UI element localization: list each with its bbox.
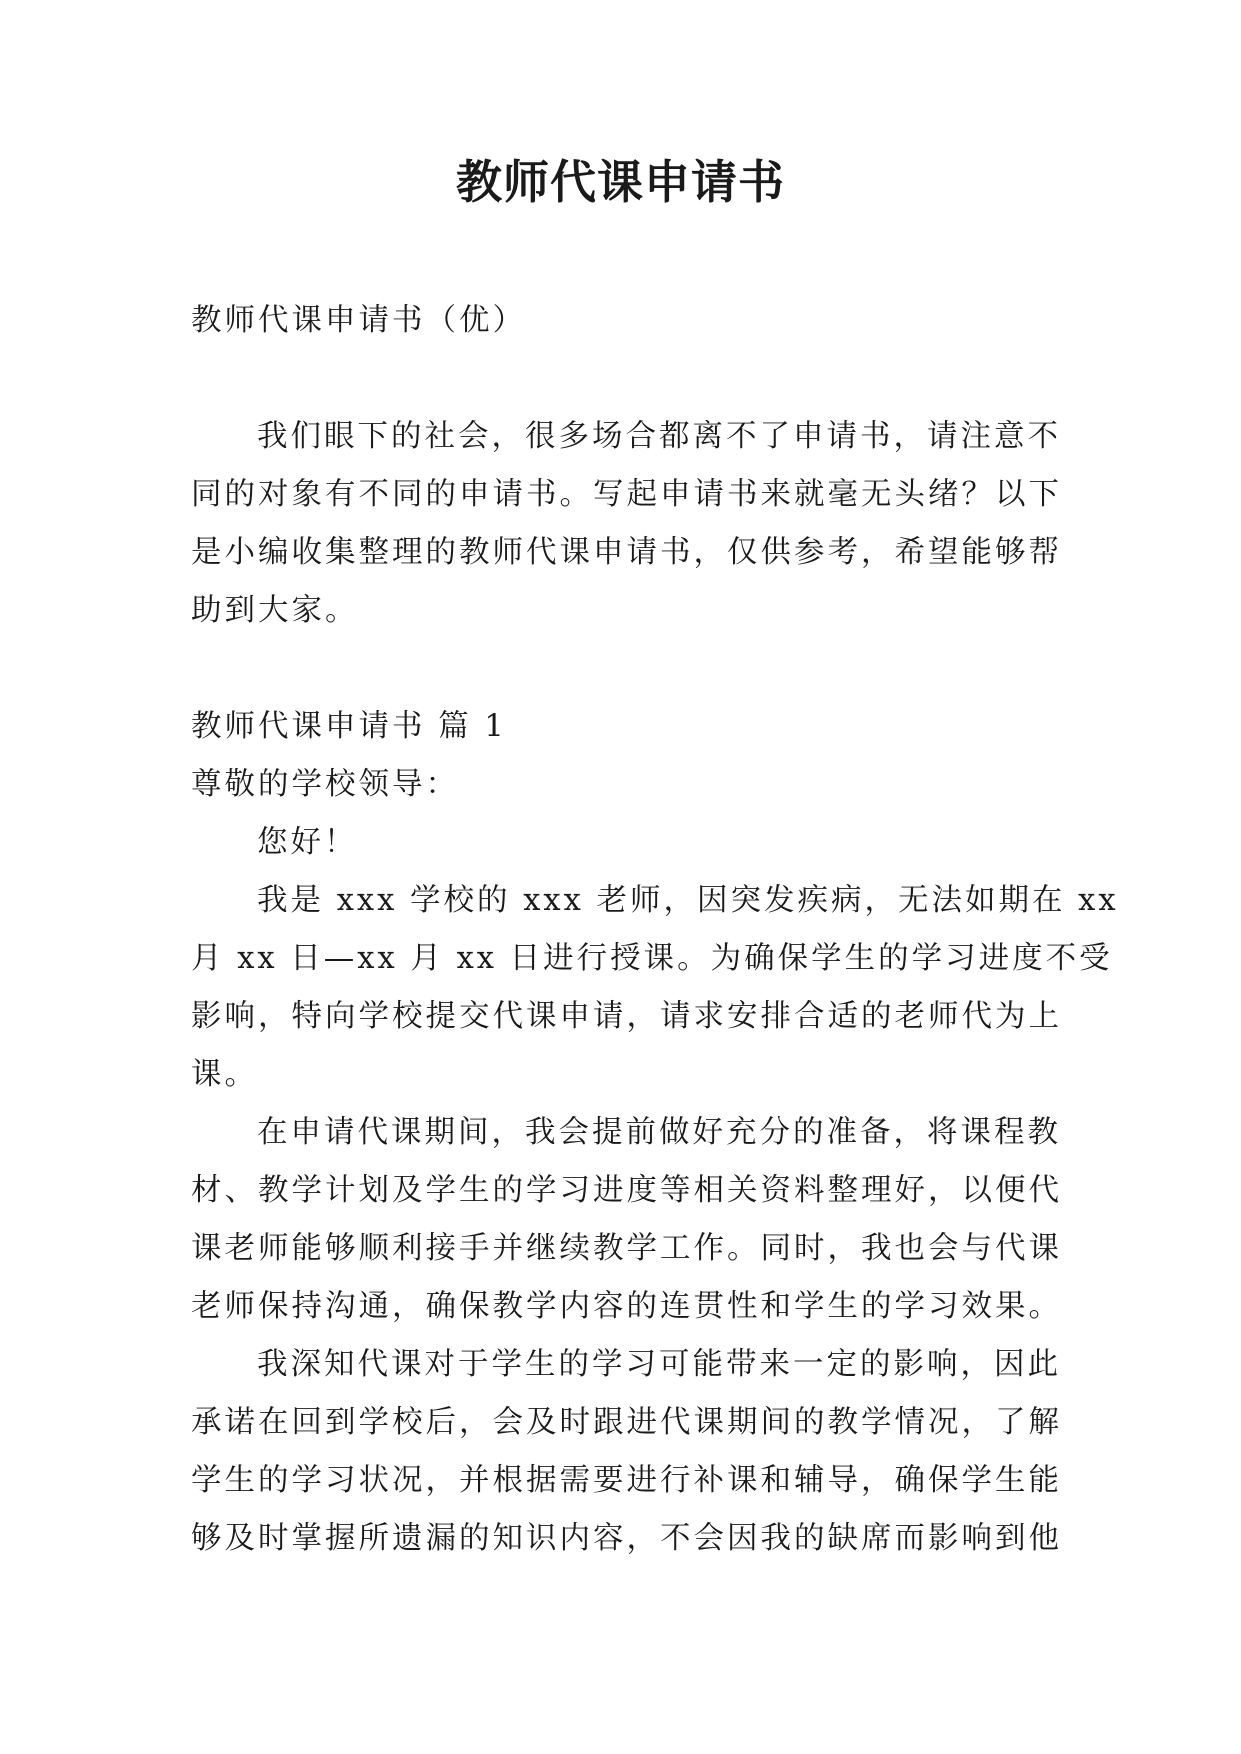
blank-line xyxy=(191,640,1061,698)
text-line: 老师保持沟通，确保教学内容的连贯性和学生的学习效果。 xyxy=(191,1289,1062,1324)
text-line: 在申请代课期间，我会提前做好充分的准备，将课程教 xyxy=(257,1115,1061,1150)
text-line: 学生的学习状况，并根据需要进行补课和辅导，确保学生能 xyxy=(191,1463,1062,1498)
text-line: 材、教学计划及学生的学习进度等相关资料整理好，以便代 xyxy=(191,1173,1062,1208)
salutation: 尊敬的学校领导： xyxy=(191,767,459,802)
section-heading: 教师代课申请书 篇 1 xyxy=(191,709,507,744)
document-body xyxy=(191,292,1119,1568)
text-line: 承诺在回到学校后，会及时跟进代课期间的教学情况，了解 xyxy=(191,1405,1062,1440)
intro-paragraph xyxy=(191,408,1061,640)
text-line: 影响，特向学校提交代课申请，请求安排合适的老师代为上 xyxy=(191,999,1062,1034)
body-paragraph-1 xyxy=(191,872,1119,1104)
document-title: 教师代课申请书 xyxy=(456,155,785,209)
text-line: 够及时掌握所遗漏的知识内容，不会因我的缺席而影响到他 xyxy=(191,1521,1062,1556)
text-line: 助到大家。 xyxy=(191,593,359,628)
subtitle: 教师代课申请书（优） xyxy=(191,303,526,338)
blank-line xyxy=(191,350,1061,408)
text-line: 同的对象有不同的申请书。写起申请书来就毫无头绪？以下 xyxy=(191,477,1062,512)
greeting: 您好！ xyxy=(257,825,358,860)
text-line: 课老师能够顺利接手并继续教学工作。同时，我也会与代课 xyxy=(191,1231,1062,1266)
text-line: 是小编收集整理的教师代课申请书，仅供参考，希望能够帮 xyxy=(191,535,1062,570)
body-paragraph-3 xyxy=(191,1336,1061,1568)
text-line: 课。 xyxy=(191,1057,258,1092)
text-line: 我深知代课对于学生的学习可能带来一定的影响，因此 xyxy=(257,1347,1061,1382)
body-paragraph-2 xyxy=(191,1104,1061,1336)
text-line: 我们眼下的社会，很多场合都离不了申请书，请注意不 xyxy=(257,419,1061,454)
text-line: 我是 xxx 学校的 xxx 老师，因突发疾病，无法如期在 xx xyxy=(257,883,1119,918)
text-line: 月 xx 日—xx 月 xx 日进行授课。为确保学生的学习进度不受 xyxy=(191,941,1113,976)
